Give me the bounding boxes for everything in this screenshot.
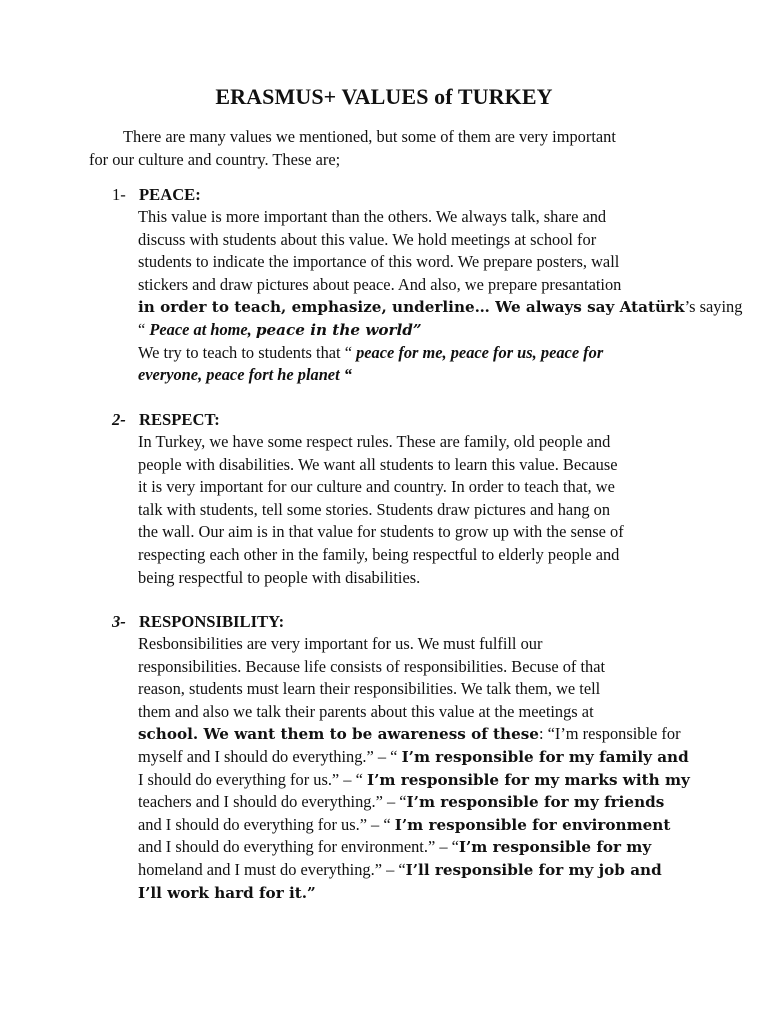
emphasis-text: school. <box>138 725 199 744</box>
body-line: stickers and draw pictures about peace. And also, we prepare presantation <box>138 274 622 294</box>
body-line: reason, students must learn their responsibilities. We talk them, we tell <box>138 679 601 699</box>
quote-text: peace for me, peace for us, peace for <box>356 342 604 362</box>
body-line <box>138 342 698 365</box>
quote-text: I’ll work hard for it.” <box>138 883 316 902</box>
quote-text: I’m responsible for my <box>458 838 652 857</box>
body-line <box>138 814 698 837</box>
body-line: them and also we talk their parents about this value at the meetings at <box>138 701 594 721</box>
body-text: ’s saying <box>684 297 743 317</box>
section-title: PEACE: <box>139 185 201 204</box>
body-text: … We always say <box>474 298 620 317</box>
section-number: 1- <box>112 185 126 204</box>
quote-text: I’ll responsible for my job and <box>405 860 662 879</box>
quote-text: I’m responsible for environment <box>394 815 671 834</box>
intro-paragraph <box>89 126 709 171</box>
body-line <box>138 836 698 859</box>
body-line <box>138 319 698 342</box>
body-text: We try to teach to students that “ <box>138 342 357 362</box>
body-line <box>138 364 698 387</box>
body-line: discuss with students about this value. We hold meetings at school for <box>138 229 597 249</box>
body-line: respecting each other in the family, being respectful to elderly people and <box>138 544 620 564</box>
body-line: students to indicate the importance of this word. We prepare posters, wall <box>138 252 620 272</box>
section-heading-peace <box>112 184 652 206</box>
body-text: myself and I should do everything.” – “ <box>138 746 402 766</box>
section-title: RESPECT: <box>139 410 220 429</box>
body-text: homeland and I must do everything.” – “ <box>138 859 406 879</box>
body-line: This value is more important than the others. We always talk, share and <box>138 207 607 226</box>
section-body-respect <box>138 431 698 589</box>
section-heading-respect <box>112 409 652 431</box>
intro-line: for our culture and country. These are; <box>89 149 341 169</box>
body-line: talk with students, tell some stories. Students draw pictures and hang on <box>138 499 611 519</box>
intro-line: There are many values we mentioned, but some of them are very important <box>123 127 616 146</box>
emphasis-text: in order to teach, emphasize, underline <box>138 298 475 317</box>
section-heading-responsibility <box>112 611 652 633</box>
quote-text: I’m responsible for my family and <box>401 747 689 766</box>
body-text: : “I’m responsible for <box>538 724 681 744</box>
body-line: it is very important for our culture and country. In order to teach that, we <box>138 477 615 497</box>
body-line <box>138 769 698 792</box>
body-text: “ <box>138 319 150 339</box>
section-body-peace <box>138 206 743 387</box>
body-line <box>138 859 698 882</box>
body-line: people with disabilities. We want all students to learn this value. Because <box>138 454 618 474</box>
body-line: responsibilities. Because life consists of responsibilities. Becuse of that <box>138 656 606 676</box>
quote-text: I’m responsible for my friends <box>406 793 665 812</box>
section-body-responsibility <box>138 633 698 904</box>
body-text: I should do everything for us.” – “ <box>138 769 367 789</box>
body-line: the wall. Our aim is in that value for students to grow up with the sense of <box>138 522 624 542</box>
body-line: In Turkey, we have some respect rules. These are family, old people and <box>138 432 611 451</box>
quote-text: I’m responsible for my marks with my <box>366 770 690 789</box>
emphasis-text: Atatürk <box>619 298 685 317</box>
quote-text: everyone, peace fort he planet “ <box>138 365 352 385</box>
body-line <box>138 746 698 769</box>
section-title: RESPONSIBILITY: <box>139 612 285 631</box>
body-line <box>138 882 698 905</box>
body-text: and I should do everything for environment.” – “ <box>138 837 459 857</box>
body-line: being respectful to people with disabilities. <box>138 567 421 587</box>
body-line <box>138 791 698 814</box>
body-line: Resbonsibilities are very important for us. We must fulfill our <box>138 634 543 653</box>
quote-text: Peace at home, <box>149 319 256 339</box>
body-line <box>138 723 698 746</box>
body-text: and I should do everything for us.” – “ <box>138 814 395 834</box>
section-number: 2- <box>112 410 126 429</box>
body-line <box>138 296 743 319</box>
body-text: teachers and I should do everything.” – “ <box>138 792 407 812</box>
section-number: 3- <box>112 612 126 631</box>
emphasis-text: We want them to be awareness of these <box>198 725 539 744</box>
document-title: ERASMUS+ VALUES of TURKEY <box>215 84 553 109</box>
quote-text: peace in the world” <box>255 320 422 339</box>
